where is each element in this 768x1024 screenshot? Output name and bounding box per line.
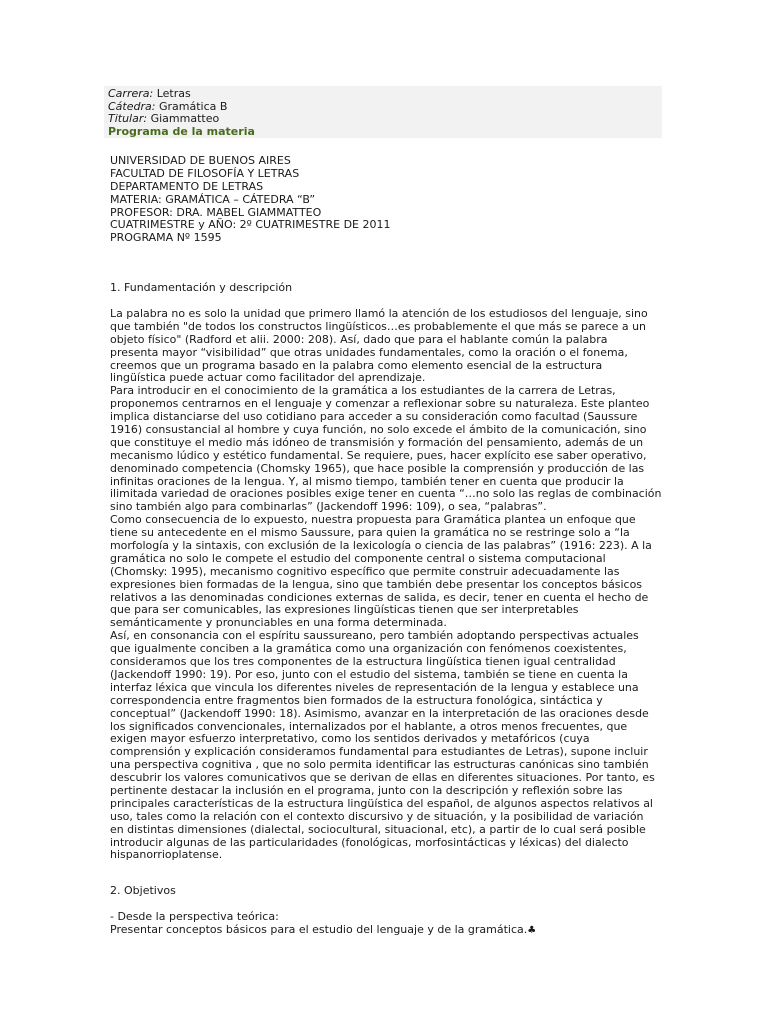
paragraph-line: en distintas dimensiones (dialectal, sociocultural, situacional, etc), a partir de lo cual será posible	[110, 822, 646, 836]
titular-line	[108, 112, 219, 125]
institution-line: DEPARTAMENTO DE LETRAS	[110, 179, 264, 193]
section1-body	[110, 308, 670, 862]
institution-line: CUATRIMESTRE y AÑO: 2º CUATRIMESTRE DE 2011	[110, 218, 391, 232]
paragraph-line: Como consecuencia de lo expuesto, nuestra propuesta para Gramática plantea un enfoque que	[110, 513, 636, 527]
paragraph-line: gramática no solo le compete el estudio del componente central o sistema computacional	[110, 551, 606, 565]
paragraph-line: descubrir los valores comunicativos que se derivan de ellas en diferentes situaciones. Por tanto, es	[110, 771, 655, 785]
paragraph-line: exigen mayor esfuerzo interpretativo, como los sentidos derivados y metafóricos (cuya	[110, 732, 590, 746]
catedra-label: Cátedra:	[108, 100, 156, 113]
paragraph-line: introducir algunas de las particularidades (fonológicas, morfosintácticas y léxicas) del dialecto	[110, 835, 629, 849]
objectives-line: - Desde la perspectiva teórica:	[110, 910, 279, 923]
paragraph-line: (Chomsky: 1995), mecanismo cognitivo específico que permite construir adecuadamente las	[110, 564, 620, 578]
catedra-value: Gramática B	[158, 100, 228, 113]
paragraph-line: presenta mayor “visibilidad” que otras unidades fundamentales, como la oración o el fonema,	[110, 345, 628, 359]
paragraph-line: infinitas oraciones de la lengua. Y, al mismo tiempo, también tener en cuenta que producir la	[110, 474, 624, 488]
paragraph-line: una perspectiva cognitiva , que no solo permita identificar las estructuras canónicas sino también	[110, 758, 649, 772]
titular-value: Giammatteo	[150, 112, 220, 125]
club-icon: ♣	[527, 924, 537, 936]
paragraph-line: que igualmente conciben a la gramática como una organización con fenómenos coexistentes,	[110, 642, 627, 656]
paragraph-line: mecanismo lúdico y estético fundamental. Se requiere, pues, hacer explícito ese saber operativo,	[110, 448, 647, 462]
paragraph-line: tiene su antecedente en el mismo Saussure, para quien la gramática no se restringe solo a “la	[110, 526, 630, 540]
program-title: Programa de la materia	[108, 125, 255, 138]
paragraph-line: que constituye el medio más idóneo de transmisión y formación del pensamiento, además de un	[110, 435, 644, 449]
paragraph-line: hispanorrioplatense.	[110, 848, 223, 862]
paragraph-line: Para introducir en el conocimiento de la gramática a los estudiantes de la carrera de Letras,	[110, 384, 616, 398]
paragraph-line: semánticamente y pronunciables en una forma determinada.	[110, 616, 447, 630]
paragraph-line: morfología y la sintaxis, con exclusión de la lexicología o ciencia de las palabras” (1916: 223). A la	[110, 539, 652, 553]
paragraph-line: objeto físico" (Radford et alii. 2000: 208). Así, dado que para el hablante común la palabra	[110, 332, 608, 346]
paragraph-line: sino también algo para combinarlas” (Jackendoff 1996: 109), o sea, “palabras”.	[110, 500, 547, 514]
paragraph-line: expresiones bien formadas de la lengua, sino que también debe presentar los conceptos básicos	[110, 577, 642, 591]
section1-heading: 1. Fundamentación y descripción	[110, 281, 293, 294]
paragraph-line: comprensión y explicación consideramos fundamental para estudiantes de Letras), supone incluir	[110, 745, 648, 759]
paragraph-line: creemos que un programa basado en la palabra como elemento esencial de la estructura	[110, 358, 603, 372]
carrera-line	[108, 87, 191, 100]
paragraph-line: conceptual” (Jackendoff 1990: 18). Asimismo, avanzar en la interpretación de las oraciones desde	[110, 706, 649, 720]
titular-label: Titular:	[108, 112, 148, 125]
institution-line: UNIVERSIDAD DE BUENOS AIRES	[110, 154, 291, 167]
paragraph-line: que para ser comunicables, las expresiones lingüísticas tienen que ser interpretables	[110, 603, 579, 617]
institution-block	[110, 155, 391, 245]
paragraph-line: uso, tales como la relación con el contexto discursivo y de situación, y la posibilidad de variación	[110, 809, 644, 823]
paragraph-line: La palabra no es solo la unidad que primero llamó la atención de los estudiosos del lenguaje, sino	[110, 307, 648, 320]
paragraph-line: correspondencia entre fragmentos bien formados de la estructura fonológica, sintáctica y	[110, 693, 603, 707]
paragraph-line: principales características de la estructura lingüística del español, de algunos aspectos relativos al	[110, 796, 653, 810]
institution-line: PROFESOR: DRA. MABEL GIAMMATTEO	[110, 205, 322, 219]
paragraph-line: interfaz léxica que vincula los diferentes niveles de representación de la lengua y establece una	[110, 680, 639, 694]
paragraph-line: 1916) consustancial al hombre y cuya función, no solo excede el ámbito de la comunicación, sino	[110, 423, 647, 437]
institution-line: FACULTAD DE FILOSOFÍA Y LETRAS	[110, 166, 300, 180]
paragraph-line: (Jackendoff 1990: 19). Por eso, junto con el estudio del sistema, también se tiene en cuenta la	[110, 667, 628, 681]
paragraph-line: los significados convencionales, internalizados por el hablante, a otros menos frecuentes, que	[110, 719, 628, 733]
carrera-label: Carrera:	[108, 87, 154, 100]
institution-line: PROGRAMA Nº 1595	[110, 231, 222, 245]
paragraph-line: lingüística puede actuar como facilitador del aprendizaje.	[110, 371, 426, 385]
paragraph-line: Así, en consonancia con el espíritu saussureano, pero también adoptando perspectivas actuales	[110, 629, 639, 643]
objectives-block	[110, 911, 536, 937]
paragraph-line: denominado competencia (Chomsky 1965), que hace posible la comprensión y producción de las	[110, 461, 645, 475]
objectives-line	[110, 924, 536, 937]
objectives-text: Presentar conceptos básicos para el estudio del lenguaje y de la gramática.	[110, 922, 528, 936]
paragraph-line: que también "de todos los constructos lingüísticos…es probablemente el que más se parece a un	[110, 319, 646, 333]
paragraph-line: implica distanciarse del uso cotidiano para acceder a su consideración como facultad (Saussure	[110, 410, 638, 424]
section2-heading: 2. Objetivos	[110, 884, 176, 897]
institution-line: MATERIA: GRAMÁTICA – CÁTEDRA “B”	[110, 192, 316, 206]
paragraph-line: relativos a las denominadas condiciones externas de salida, es decir, tener en cuenta el hecho de	[110, 590, 649, 604]
paragraph-line: proponemos centrarnos en el lenguaje y comenzar a reflexionar sobre su naturaleza. Este planteo	[110, 397, 650, 411]
paragraph-line: pertinente destacar la inclusión en el programa, junto con la descripción y reflexión sobre las	[110, 783, 623, 797]
paragraph-line: ilimitada variedad de oraciones posibles exige tener en cuenta “…no solo las reglas de combinación	[110, 487, 662, 501]
carrera-value: Letras	[156, 87, 191, 100]
paragraph-line: consideramos que los tres componentes de la estructura lingüística tienen igual centralidad	[110, 655, 616, 669]
